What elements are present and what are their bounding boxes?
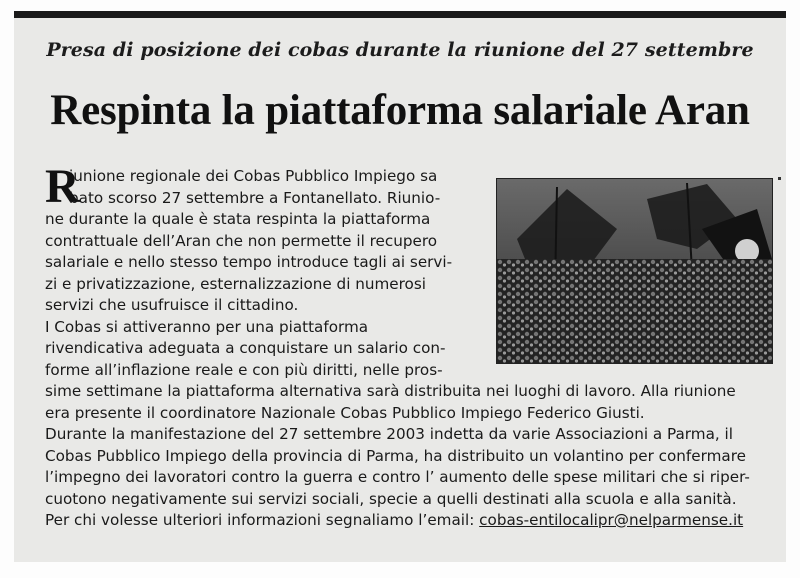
- contact-prefix: Per chi volesse ulteriori informazioni segnaliamo l’email:: [45, 511, 480, 529]
- crowd-photo-image: [497, 179, 772, 363]
- print-mark: [778, 177, 781, 180]
- body-line-contact: [45, 510, 750, 532]
- body-line: I Cobas si attiveranno per una piattaforma: [45, 317, 369, 336]
- body-line: contrattuale dell’Aran che non permette il recupero: [45, 231, 438, 250]
- body-line: bato scorso 27 settembre a Fontanellato. Riunio-: [69, 188, 441, 207]
- body-line: Durante la manifestazione del 27 settembre 2003 indetta da varie Associazioni a Parma, il: [45, 425, 733, 443]
- body-line: era presente il coordinatore Nazionale Cobas Pubblico Impiego Federico Giusti.: [45, 403, 645, 422]
- body-line: salariale e nello stesso tempo introduce tagli ai servi-: [45, 253, 453, 271]
- body-line: Cobas Pubblico Impiego della provincia di Parma, ha distribuito un volantino per confermare: [45, 446, 746, 465]
- body-line: servizi che usufruisce il cittadino.: [45, 296, 299, 314]
- newspaper-clipping: [14, 11, 786, 562]
- drop-cap: R: [45, 160, 80, 213]
- body-line: forme all’inflazione reale e con più diritti, nelle pros-: [45, 360, 443, 379]
- body-line: ne durante la quale è stata respinta la piattaforma: [45, 210, 431, 228]
- email-link[interactable]: cobas-entilocalipr@nelparmense.it: [479, 511, 744, 529]
- article-subtitle: Presa di posizione dei cobas durante la riunione del 27 settembre: [46, 39, 754, 61]
- body-line: cuotono negativamente sui servizi sociali, specie a quelli destinati alla scuola e alla sanità.: [45, 489, 737, 508]
- body-line: rivendicativa adeguata a conquistare un salario con-: [45, 339, 446, 357]
- body-line: l’impegno dei lavoratori contro la guerra e contro l’ aumento delle spese militari che si riper-: [45, 468, 750, 486]
- body-line: zi e privatizzazione, esternalizzazione di numerosi: [45, 274, 426, 293]
- body-line: sime settimane la piattaforma alternativa sarà distribuita nei luoghi di lavoro. Alla riunione: [45, 382, 736, 400]
- crowd-photo: [496, 178, 773, 364]
- body-line: iunione regionale dei Cobas Pubblico Impiego sa: [69, 167, 438, 185]
- article-headline: Respinta la piattaforma salariale Aran: [50, 87, 750, 134]
